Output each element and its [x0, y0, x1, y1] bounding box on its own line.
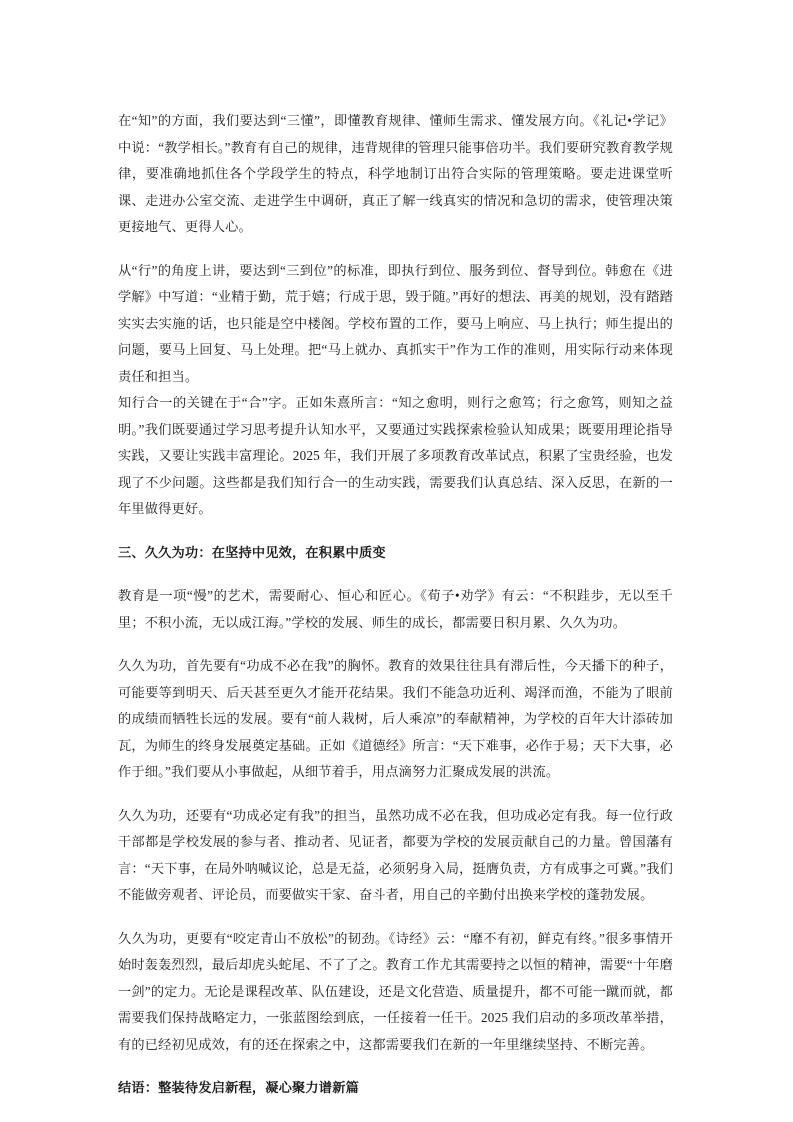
paragraph-zhi: 在“知”的方面，我们要达到“三懂”，即懂教育规律、懂师生需求、懂发展方向。《礼记•学记》中说：“教学相长。”教育有自己的规律，违背规律的管理只能事倍功半。我们要研究教育教学规律，要准确地抓住各个学段学生的特点，科学地制订出符合实际的管理策略。要走进课堂听课、走进办公室交流、走进学生中调研，真正了解一线真实的情况和急切的需求，使管理决策更接地气、更得人心。	[118, 113, 673, 234]
paragraph-gongcheng-buzai-wo: 久久为功，首先要有“功成不必在我”的胸怀。教育的效果往往具有滞后性，今天播下的种子，可能要等到明天、后天甚至更久才能开花结果。我们不能急功近利、竭泽而渔，不能为了眼前的成绩而牺牲长远的发展。要有“前人栽树，后人乘凉”的奉献精神，为学校的百年大计添砖加瓦，为师生的终身发展奠定基础。正如《道德经》所言：“天下难事，必作于易；天下大事，必作于细。”我们要从小事做起，从细节着手，用点滴努力汇聚成发展的洪流。	[118, 658, 673, 779]
paragraph-slow-art: 教育是一项“慢”的艺术，需要耐心、恒心和匠心。《荀子•劝学》有云：“不积跬步，无以至千里；不积小流，无以成江海。”学校的发展、师生的成长，都需要日积月累、久久为功。	[118, 588, 673, 630]
paragraph-yaoding-qingshan: 久久为功，更要有“咬定青山不放松”的韧劲。《诗经》云：“靡不有初，鲜克有终。”很多事情开始时轰轰烈烈，最后却虎头蛇尾、不了了之。教育工作尤其需要持之以恒的精神，需要“十年磨一剑”的定力。无论是课程改革、队伍建设，还是文化营造、质量提升，都不可能一蹴而就，都需要我们保持战略定力，一张蓝图绘到底，一任接着一任干。2025 我们启动的多项改革举措，有的已经初见成效，有的还在探索之中，这都需要我们在新的一年里继续坚持、不断完善。	[118, 930, 673, 1052]
closing-line: 结语：整装待发启新程，凝心聚力谱新篇	[118, 1080, 359, 1095]
section-heading-three: 三、久久为功：在坚持中见效，在积累中质变	[118, 544, 386, 560]
paragraph-xing: 从“行”的角度上讲，要达到“三到位”的标准，即执行到位、服务到位、督导到位。韩愈在《进学解》中写道：“业精于勤，荒于嬉；行成于思，毁于随。”再好的想法、再美的规划，没有踏踏实实去实施的话，也只能是空中楼阁。学校布置的工作，要马上响应、马上执行；师生提出的问题，要马上回复、马上处理。把“马上就办、真抓实干”作为工作的准则，用实际行动来体现责任和担当。	[118, 262, 673, 384]
document-body	[118, 108, 673, 1102]
paragraph-zhixing-heyi: 知行合一的关键在于“合”字。正如朱熹所言：“知之愈明，则行之愈笃；行之愈笃，则知之益明。”我们既要通过学习思考提升认知水平，又要通过实践探索检验认知成果；既要用理论指导实践，又要让实践丰富理论。2025 年，我们开展了多项教育改革试点，积累了宝贵经验，也发现了不少问题。这些都是我们知行合一的生动实践，需要我们认真总结、深入反思，在新的一年里做得更好。	[118, 395, 673, 516]
paragraph-gongcheng-biding-you-wo: 久久为功，还要有“功成必定有我”的担当，虽然功成不必在我，但功成必定有我。每一位行政干部都是学校发展的参与者、推动者、见证者，都要为学校的发展贡献自己的力量。曾国藩有言：“天下事，在局外呐喊议论，总是无益，必须躬身入局，挺膺负责，方有成事之可冀。”我们不能做旁观者、评论员，而要做实干家、奋斗者，用自己的辛勤付出换来学校的蓬勃发展。	[118, 807, 673, 902]
